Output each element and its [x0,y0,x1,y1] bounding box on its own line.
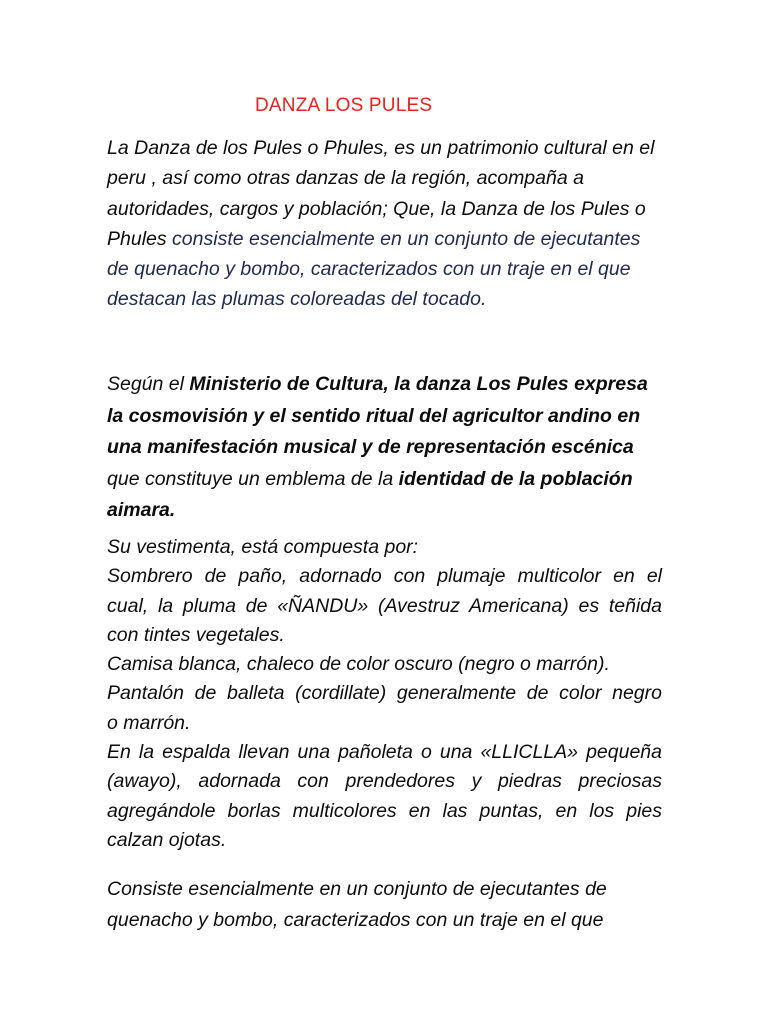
document-title: DANZA LOS PULES [255,95,433,116]
vestimenta-item-1-line-1: Sombrero de paño, adornado con plumaje multicolor en el [107,565,662,588]
paragraph-intro [107,133,662,315]
paragraph-intro-lead: La Danza de los Pules o Phules, es un patrimonio cultural en el peru , así como otras danzas de la región, acompaña a autoridades, cargos y población; Que, la Danza de los Pules o Phules [107,137,655,250]
paragraph-ministerio [107,369,662,527]
vestimenta-item-2: Camisa blanca, chaleco de color oscuro (negro o marrón). [107,653,610,676]
paragraph-intro-rest: consiste esencialmente en un conjunto de ejecutantes de quenacho y bombo, caracterizados con un traje en el que destacan las plumas coloreadas del tocado. [107,227,641,311]
paragraph-ministerio-bold-2: identidad de la población aimara. [107,467,633,521]
paragraph-vestimenta [107,533,662,855]
vestimenta-item-1-line-3: con tintes vegetales. [107,623,285,646]
paragraph-ministerio-text-1: Según el [107,373,190,395]
vestimenta-item-3-line-1: Pantalón de balleta (cordillate) generalmente de color negro [107,682,662,705]
vestimenta-item-3-line-2: o marrón. [107,711,191,734]
vestimenta-item-4-line-1: En la espalda llevan una pañoleta o una «LLICLLA» pequeña [107,741,662,764]
paragraph-ministerio-bold-1: Ministerio de Cultura, la danza Los Pules expresa la cosmovisión y el sentido ritual del agricultor andino en una manifestación musical y de representación escénica [107,373,648,458]
vestimenta-item-1-line-2: cual, la pluma de «ÑANDU» (Avestruz Americana) es teñida [107,594,662,617]
vestimenta-item-4-line-2: (awayo), adornada con prendedores y piedras preciosas [107,770,662,793]
vestimenta-item-4-line-4: calzan ojotas. [107,828,227,851]
vestimenta-intro: Su vestimenta, está compuesta por: [107,536,419,558]
vestimenta-item-4-line-3: agregándole borlas multicolores en las puntas, en los pies [107,799,662,822]
paragraph-conjunto: Consiste esencialmente en un conjunto de ejecutantes de quenacho y bombo, caracterizados con un traje en el que [107,878,607,931]
paragraph-ministerio-text-2: que constituye un emblema de la [107,467,399,490]
